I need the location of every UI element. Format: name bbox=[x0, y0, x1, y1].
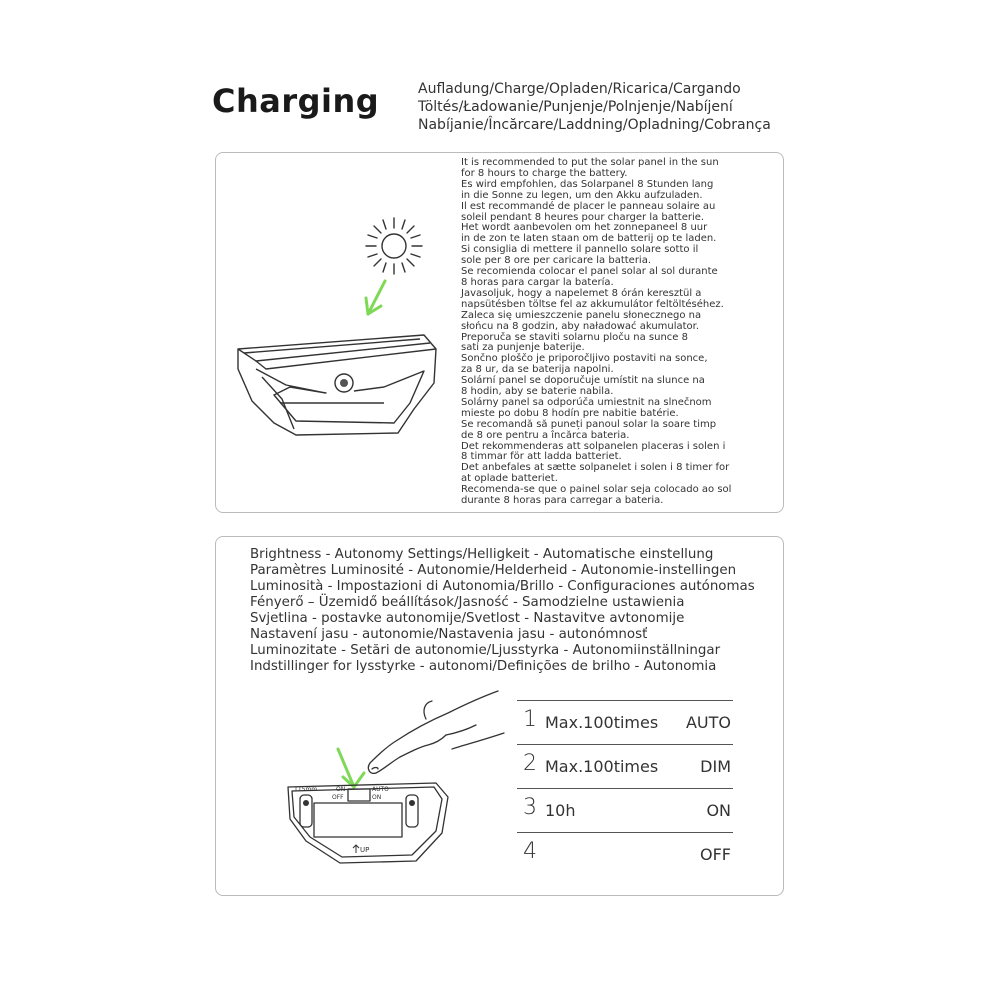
language-line: Töltés/Ładowanie/Punjenje/Polnjenje/Nabíjení bbox=[418, 99, 733, 115]
instruction-line: It is recommended to put the solar panel in the sun bbox=[461, 157, 719, 168]
mode-description: 10h bbox=[545, 801, 576, 820]
mode-description: Max.100times bbox=[545, 713, 659, 732]
brightness-line: Indstillinger for lysstyrke - autonomi/Definições de brilho - Autonomia bbox=[250, 659, 717, 674]
charging-languages bbox=[418, 80, 771, 134]
auto-label: AUTO bbox=[372, 786, 389, 793]
instruction-line: Se recomienda colocar el panel solar al sol durante bbox=[461, 266, 718, 278]
instruction-line: 8 hodin, aby se baterie nabila. bbox=[461, 386, 614, 398]
instruction-line: Zaleca się umieszczenie panelu słonecznego na bbox=[461, 309, 702, 321]
brightness-line: Brightness - Autonomy Settings/Helligkeit - Automatische einstellung bbox=[250, 547, 714, 562]
solar-lamp-illustration bbox=[234, 331, 439, 441]
instruction-line: Si consiglia di mettere il pannello solare sotto il bbox=[461, 244, 699, 256]
mode-row bbox=[517, 788, 733, 832]
mode-row bbox=[517, 700, 733, 744]
mode-description: Max.100times bbox=[545, 757, 659, 776]
mode-number: 2 bbox=[523, 751, 537, 776]
instruction-line: słońcu na 8 godzin, aby naładować akumulator. bbox=[461, 320, 700, 332]
instruction-line: Det anbefales at sætte solpanelet i solen i 8 timer for bbox=[461, 462, 730, 474]
instruction-line: Il est recommandé de placer le panneau solaire au bbox=[461, 200, 716, 212]
instruction-line: Recomenda-se que o painel solar seja colocado ao sol bbox=[461, 484, 732, 496]
instruction-line: napsütésben töltse fel az akkumulátor feltöltéséhez. bbox=[461, 298, 724, 310]
instruction-line: Solárny panel sa odporúča umiestnit na slnečnom bbox=[461, 396, 712, 408]
brightness-line: Luminosità - Impostazioni di Autonomia/Brillo - Configuraciones autónomas bbox=[250, 579, 755, 594]
instruction-line: Se recomandă să puneți panoul solar la soare timp bbox=[461, 418, 717, 430]
up-label: UP bbox=[360, 846, 370, 854]
brightness-line: Nastavení jasu - autonomie/Nastavenia jasu - autonómnosť bbox=[250, 627, 648, 642]
size-label: 115mm bbox=[294, 786, 318, 793]
instruction-line: de 8 ore pentru a încărca bateria. bbox=[461, 429, 630, 441]
instruction-line: Solární panel se doporučuje umístit na slunce na bbox=[461, 375, 705, 387]
instruction-line: za 8 ur, da se baterija napolni. bbox=[461, 364, 614, 376]
brightness-line: Paramètres Luminosité - Autonomie/Helderheid - Autonomie-instellingen bbox=[250, 563, 737, 578]
charging-panel bbox=[215, 152, 784, 513]
brightness-languages bbox=[250, 547, 755, 675]
language-line: Aufladung/Charge/Opladen/Ricarica/Cargando bbox=[418, 81, 741, 97]
instruction-line: soleil pendant 8 heures pour charger la batterie. bbox=[461, 211, 705, 223]
instruction-line: in die Sonne zu legen, um den Akku aufzuladen. bbox=[461, 189, 703, 201]
brightness-panel bbox=[215, 536, 784, 896]
off-label: OFF bbox=[332, 794, 344, 801]
instruction-line: at oplade batteriet. bbox=[461, 473, 558, 485]
mode-number: 4 bbox=[523, 839, 537, 864]
arrow-icon bbox=[363, 278, 403, 318]
mode-number: 3 bbox=[523, 795, 537, 820]
instruction-line: for 8 hours to charge the battery. bbox=[461, 167, 628, 179]
mode-table bbox=[517, 700, 733, 876]
mode-number: 1 bbox=[523, 707, 537, 732]
mode-label: AUTO bbox=[685, 713, 731, 732]
charging-instructions bbox=[461, 158, 771, 507]
instruction-line: Es wird empfohlen, das Solarpanel 8 Stunden lang bbox=[461, 178, 714, 190]
instruction-line: mieste po dobu 8 hodín pre nabitie batérie. bbox=[461, 407, 679, 419]
brightness-line: Svjetlina - postavke autonomije/Svetlost - Nastavitve avtonomije bbox=[250, 611, 685, 626]
brightness-line: Fényerő – Üzemidő beállítások/Jasność - Samodzielne ustawienia bbox=[250, 595, 685, 610]
instruction-line: sati za punjenje baterije. bbox=[461, 342, 585, 354]
mode-row bbox=[517, 832, 733, 876]
instruction-line: in de zon te laten staan om de batterij op te laden. bbox=[461, 233, 717, 245]
mode-label: ON bbox=[706, 801, 731, 820]
mode-label: DIM bbox=[700, 757, 731, 776]
instruction-line: sole per 8 ore per caricare la batteria. bbox=[461, 255, 652, 267]
instruction-line: 8 horas para cargar la batería. bbox=[461, 276, 614, 288]
page-title: Charging bbox=[212, 82, 380, 120]
mode-label: OFF bbox=[700, 845, 731, 864]
brightness-line: Luminozitate - Setări de autonomie/Ljusstyrka - Autonomiinställningar bbox=[250, 643, 721, 658]
instruction-line: 8 timmar för att ladda batteriet. bbox=[461, 451, 622, 463]
instruction-line: Sončno ploščo je priporočljivo postaviti na sonce, bbox=[461, 353, 708, 365]
mode-row bbox=[517, 744, 733, 788]
lamp-back-illustration bbox=[286, 779, 451, 869]
instruction-line: durante 8 horas para carregar a bateria. bbox=[461, 495, 664, 507]
instruction-line: Det rekommenderas att solpanelen placeras i solen i bbox=[461, 440, 726, 452]
sun-icon bbox=[366, 218, 422, 274]
instruction-line: Javasoljuk, hogy a napelemet 8 órán keresztül a bbox=[461, 287, 702, 299]
hand-icon bbox=[356, 689, 506, 777]
instruction-line: Het wordt aanbevolen om het zonnepaneel 8 uur bbox=[461, 222, 708, 234]
dim-on-label: ON bbox=[372, 794, 382, 801]
instruction-line: Preporuča se staviti solarnu ploču na sunce 8 bbox=[461, 331, 688, 343]
on-label: ON bbox=[336, 786, 346, 793]
language-line: Nabíjanie/Încărcare/Laddning/Opladning/Cobrança bbox=[418, 117, 771, 133]
